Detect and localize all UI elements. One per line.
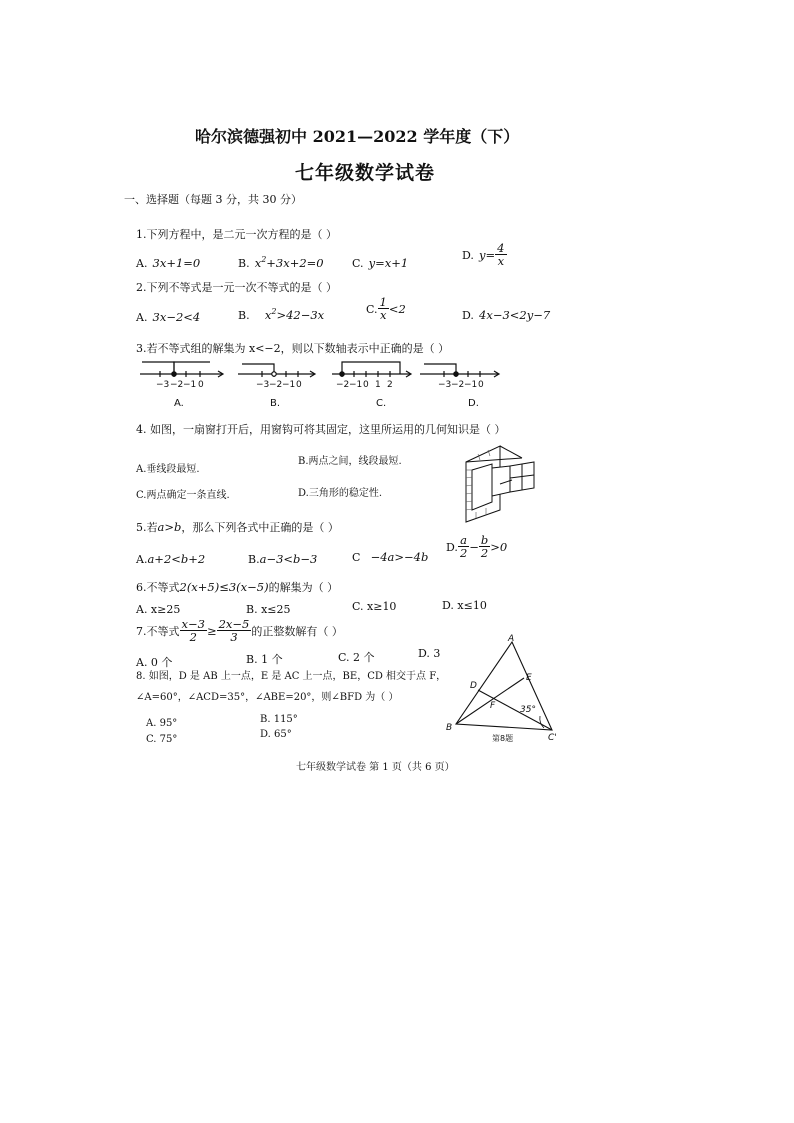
q3-a-tick-3: −1 [183, 380, 197, 390]
q3-c-tick-3: 0 [363, 380, 369, 390]
q6-stem: 6.不等式2(x+5)≤3(x−5)的解集为（ ） [136, 580, 339, 594]
q1-option-a: A. 3x+1=0 [136, 256, 201, 270]
q2-option-b: B. $x^2>42-3x$ [238, 307, 325, 322]
q3-a-tick-2: −2 [170, 380, 184, 390]
fig8-angle-label: 35° [520, 705, 536, 715]
exam-school-title: 哈尔滨德强初中 2021—2022 学年度（下） [195, 127, 520, 146]
q3-stem: 3.若不等式组的解集为 x<−2，则以下数轴表示中正确的是（ ） [136, 342, 450, 355]
q8-option-b: B. 115° [260, 714, 298, 725]
fig8-label-b: B [446, 723, 453, 733]
q1-option-d: D. y= $\frac{4}{x}$ [462, 241, 505, 269]
q4-option-c: C.两点确定一条直线. [136, 490, 230, 501]
q3-c-tick-1: −2 [336, 380, 350, 390]
q3-label-d: D. [468, 398, 479, 409]
q2-option-a: A. 3x−2<4 [136, 310, 201, 324]
q3-number-lines [138, 350, 508, 410]
q4-option-d: D.三角形的稳定性. [298, 488, 383, 499]
fig8-label-f: F [490, 701, 496, 711]
q7-option-c: C. 2 个 [338, 651, 375, 664]
q8-option-d: D. 65° [260, 729, 292, 740]
q7-option-d: D. 3 [418, 647, 441, 660]
fig8-label-a: A [508, 634, 515, 644]
q3-d-tick-4: 0 [478, 380, 484, 390]
q1-stem: 1.下列方程中，是二元一次方程的是（ ） [136, 228, 337, 241]
q6-option-d: D. x≤10 [442, 599, 487, 612]
q3-d-tick-2: −2 [451, 380, 465, 390]
q7-option-b: B. 1 个 [246, 653, 283, 666]
q3-c-tick-4: 1 [375, 380, 381, 390]
q5-option-c: C −4a>−4b [352, 550, 429, 564]
q2-option-d: D. 4x−3<2y−7 [462, 308, 551, 322]
q4-stem: 4. 如图，一扇窗打开后，用窗钩可将其固定，这里所运用的几何知识是（ ） [136, 423, 506, 436]
q6-option-c: C. x≥10 [352, 600, 397, 613]
q1-option-b: B. $x^2+3x+2=0$ [238, 255, 324, 270]
fig8-label-c: C' [548, 733, 557, 743]
q3-label-c: C. [376, 398, 387, 409]
q3-label-a: A. [174, 398, 184, 409]
q2-option-c: C. $\frac{1}{x}$ <2 [366, 295, 406, 323]
fig8-label-e: E [526, 673, 532, 683]
q3-a-tick-1: −3 [156, 380, 170, 390]
q5-option-a: A.a+2<b+2 [136, 552, 206, 566]
q5-option-b: B.a−3<b−3 [248, 552, 318, 566]
q3-c-tick-5: 2 [387, 380, 393, 390]
q7-stem: 7.不等式 $\frac{x-3}{2}$ ≥ $\frac{2x-5}{3}$ 的正整数解有（ ） [136, 617, 343, 645]
q3-a-tick-4: 0 [198, 380, 204, 390]
q2-stem: 2.下列不等式是一元一次不等式的是（ ） [136, 281, 337, 294]
q4-option-b: B.两点之间，线段最短. [298, 456, 402, 467]
q3-b-tick-1: −3 [256, 380, 270, 390]
window-figure [462, 440, 544, 524]
q3-d-tick-1: −3 [438, 380, 452, 390]
q5-stem: 5.若a>b，那么下列各式中正确的是（ ） [136, 520, 339, 534]
q5-option-d: D. $\frac{a}{2}$ − $\frac{b}{2}$ >0 [446, 533, 508, 561]
q3-c-tick-2: −1 [349, 380, 363, 390]
exam-subtitle: 七年级数学试卷 [295, 162, 436, 184]
q8-option-c: C. 75° [146, 734, 178, 745]
q8-option-a: A. 95° [146, 718, 178, 729]
q1-option-c: C. y=x+1 [352, 256, 409, 270]
triangle-figure [440, 632, 564, 744]
fig8-label-d: D [470, 681, 477, 691]
q3-b-tick-4: 0 [296, 380, 302, 390]
q4-option-a: A.垂线段最短. [136, 464, 200, 475]
q6-option-a: A. x≥25 [136, 603, 181, 616]
q3-d-tick-3: −1 [464, 380, 478, 390]
q3-b-tick-3: −1 [282, 380, 296, 390]
q8-line1: 8. 如图，D 是 AB 上一点，E 是 AC 上一点，BE，CD 相交于点 F， [136, 671, 447, 682]
q8-line2: ∠A=60°，∠ACD=35°，∠ABE=20°，则∠BFD 为（ ） [136, 692, 399, 703]
page-footer: 七年级数学试卷 第 1 页（共 6 页） [296, 762, 455, 773]
q3-b-tick-2: −2 [269, 380, 283, 390]
q6-option-b: B. x≤25 [246, 603, 291, 616]
fig8-caption: 第8题 [492, 734, 514, 743]
q7-option-a: A. 0 个 [136, 656, 173, 669]
q3-label-b: B. [270, 398, 281, 409]
section-heading: 一、选择题（每题 3 分，共 30 分） [124, 193, 302, 206]
